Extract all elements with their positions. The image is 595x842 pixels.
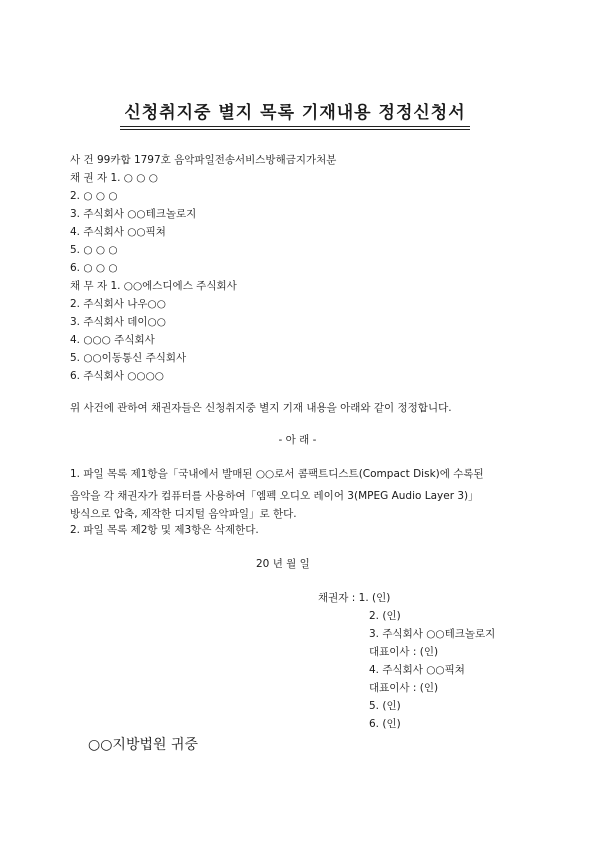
signature-line: 5. (인) bbox=[369, 700, 401, 712]
creditor-item: 2. ○ ○ ○ bbox=[70, 190, 118, 202]
signature-line: 6. (인) bbox=[369, 718, 401, 730]
correction-item-1-line-2: 음악을 각 채권자가 컴퓨터를 사용하여「엠펙 오디오 레이어 3(MPEG Audio Layer 3)」 bbox=[70, 490, 479, 502]
debtors-header: 채 무 자 1. ○○에스디에스 주식회사 bbox=[70, 280, 237, 292]
creditor-item: 4. 주식회사 ○○픽쳐 bbox=[70, 226, 166, 238]
document-title: 신청취지중 별지 목록 기재내용 정정신청서 bbox=[124, 103, 466, 123]
creditor-item: 6. ○ ○ ○ bbox=[70, 262, 118, 274]
signature-line: 대표이사 : (인) bbox=[369, 682, 439, 694]
case-line: 사 건 99카합 1797호 음악파일전송서비스방해금지가처분 bbox=[70, 154, 337, 166]
signature-line: 3. 주식회사 ○○테크놀로지 bbox=[369, 628, 496, 640]
document-title-block bbox=[120, 98, 470, 132]
debtor-item: 2. 주식회사 나우○○ bbox=[70, 298, 166, 310]
debtor-item: 3. 주식회사 데이○○ bbox=[70, 316, 166, 328]
title-underline bbox=[120, 126, 470, 127]
correction-item-2: 2. 파일 목록 제2항 및 제3항은 삭제한다. bbox=[70, 524, 259, 536]
debtor-item: 6. 주식회사 ○○○○ bbox=[70, 370, 164, 382]
signature-line: 4. 주식회사 ○○픽쳐 bbox=[369, 664, 465, 676]
correction-item-1-line-1: 1. 파일 목록 제1항을「국내에서 발매된 ○○로서 콤팩트디스트(Compact Disk)에 수록된 bbox=[70, 468, 484, 480]
creditor-item: 3. 주식회사 ○○테크놀로지 bbox=[70, 208, 197, 220]
debtor-item: 4. ○○○ 주식회사 bbox=[70, 334, 155, 346]
signature-line: 대표이사 : (인) bbox=[369, 646, 439, 658]
creditor-item: 5. ○ ○ ○ bbox=[70, 244, 118, 256]
correction-item-1-line-3: 방식으로 압축, 제작한 디지털 음악파일」로 한다. bbox=[70, 508, 297, 520]
title-underline-double bbox=[120, 129, 470, 130]
below-heading: - 아 래 - bbox=[278, 434, 317, 446]
creditors-header: 채 권 자 1. ○ ○ ○ bbox=[70, 172, 158, 184]
court-addressee: ○○지방법원 귀중 bbox=[88, 737, 199, 753]
filing-date: 20 년 월 일 bbox=[256, 558, 310, 570]
signature-line: 채권자 : 1. (인) bbox=[318, 592, 391, 604]
signature-line: 2. (인) bbox=[369, 610, 401, 622]
debtor-item: 5. ○○이동통신 주식회사 bbox=[70, 352, 187, 364]
intro-paragraph: 위 사건에 관하여 채권자들은 신청취지중 별지 기재 내용을 아래와 같이 정정합니다. bbox=[70, 402, 452, 414]
